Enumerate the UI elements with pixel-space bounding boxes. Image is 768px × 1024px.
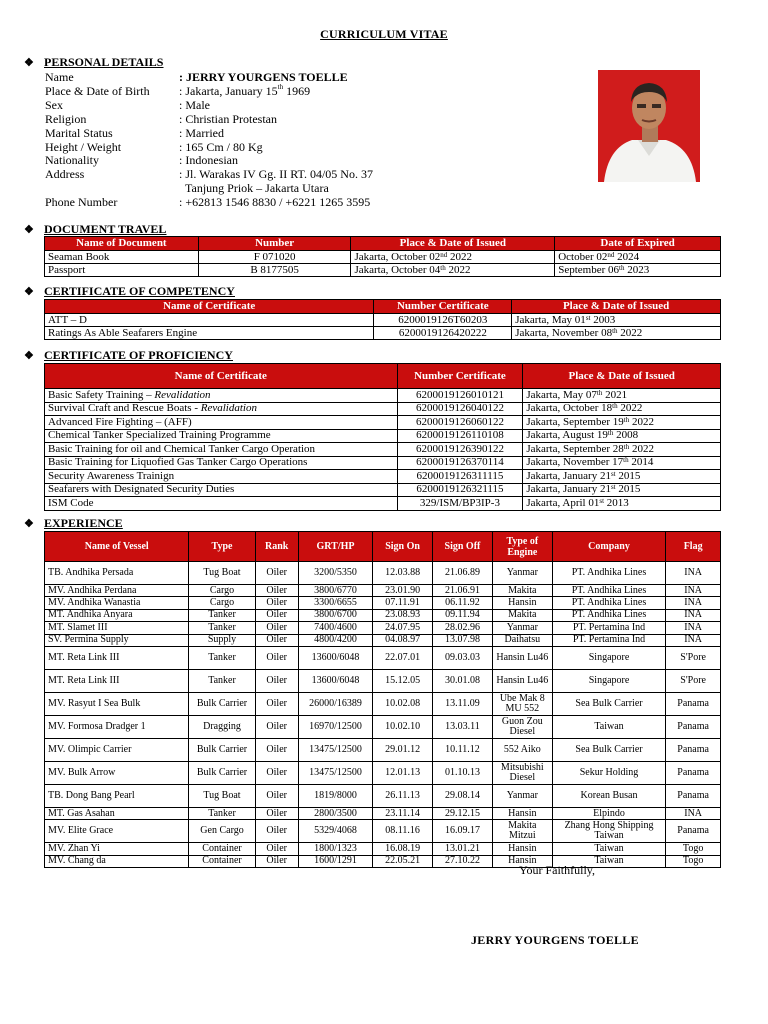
table-cell: 3300/6655 [298,597,372,609]
detail-value: : Jl. Warakas IV Gg. II RT. 04/05 No. 37 [179,167,373,182]
table-row [45,389,721,403]
table-cell: 13.03.11 [433,715,493,738]
table-cell: INA [666,597,721,609]
table-cell: MV. Olimpic Carrier [45,738,189,761]
table-cell: Yanmar [492,562,552,585]
table-cell: S'Pore [666,669,721,692]
table-cell: Ube Mak 8 MU 552 [492,692,552,715]
table-row [45,402,721,416]
table-cell: Togo [666,843,721,855]
table-cell: Taiwan [552,715,666,738]
table-row [45,807,721,819]
table-cell: Jakarta, January 21st 2015 [523,470,721,484]
table-cell: MV. Andhika Perdana [45,585,189,597]
table-cell: 13475/12500 [298,761,372,784]
table-cell: INA [666,609,721,621]
table-cell: 5329/4068 [298,820,372,843]
table-cell: Jakarta, August 19th 2008 [523,429,721,443]
table-cell: Oiler [255,609,298,621]
table-cell: Chemical Tanker Specialized Training Programme [45,429,398,443]
table-cell: 6200019126321115 [397,483,523,497]
detail-label: Place & Date of Birth [45,83,150,98]
detail-label: Name [45,70,74,84]
table-cell: 21.06.91 [433,585,493,597]
table-cell: Korean Busan [552,784,666,807]
section-competency [24,284,235,299]
table-cell: Makita [492,609,552,621]
table-cell: Cargo [189,597,255,609]
table-cell: Seafarers with Designated Security Duties [45,483,398,497]
table-row [45,585,721,597]
table-cell: MV. Rasyut I Sea Bulk [45,692,189,715]
table-cell: 27.10.22 [433,855,493,867]
table-cell: 16.08.19 [373,843,433,855]
table-row [45,715,721,738]
table-cell: 13.11.09 [433,692,493,715]
table-cell: Tanker [189,807,255,819]
table-cell: B 8177505 [198,264,351,277]
detail-value: : Indonesian [179,153,238,168]
table-cell: PT. Andhika Lines [552,597,666,609]
table-cell: Hansin Lu46 [492,646,552,669]
detail-label: Marital Status [45,125,113,140]
table-cell: MT. Andhika Anyara [45,609,189,621]
table-row [45,483,721,497]
column-header: Company [552,532,666,562]
table-cell: Taiwan [552,843,666,855]
table-cell: PT. Andhika Lines [552,585,666,597]
table-cell: 552 Aiko [492,738,552,761]
table-row [45,470,721,484]
table-cell: Oiler [255,585,298,597]
table-cell: F 071020 [198,251,351,264]
table-cell: Ratings As Able Seafarers Engine [45,327,374,340]
table-row [45,443,721,457]
detail-value: : Christian Protestan [179,111,277,126]
table-cell: Seaman Book [45,251,199,264]
table-cell: Oiler [255,597,298,609]
table-cell: INA [666,622,721,634]
detail-value: Tanjung Priok – Jakarta Utara [179,181,329,196]
table-cell: Tug Boat [189,562,255,585]
diamond-bullet-icon: ❖ [24,57,34,69]
table-cell: 09.03.03 [433,646,493,669]
table-cell: Hansin [492,597,552,609]
section-experience [24,516,123,531]
table-cell: Jakarta, May 07th 2021 [523,389,721,403]
table-cell: Oiler [255,855,298,867]
table-cell: Oiler [255,715,298,738]
table-row [45,456,721,470]
table-cell: 13600/6048 [298,646,372,669]
table-cell: 6200019126010121 [397,389,523,403]
table-cell: Jakarta, October 04th 2022 [351,264,555,277]
column-header: Name of Document [45,237,199,251]
column-header: Sign Off [433,532,493,562]
profile-photo [598,70,700,182]
table-cell: Panama [666,715,721,738]
table-cell: 29.01.12 [373,738,433,761]
table-cell: 13600/6048 [298,669,372,692]
table-cell: 08.11.16 [373,820,433,843]
detail-label: Address [45,167,85,182]
table-cell: 6200019126040122 [397,402,523,416]
table-cell: Basic Training for oil and Chemical Tanker Cargo Operation [45,443,398,457]
column-header: Name of Certificate [45,300,374,314]
table-cell: INA [666,634,721,646]
table-cell: PT. Pertamina Ind [552,634,666,646]
table-cell: Cargo [189,585,255,597]
table-row [45,327,721,340]
column-header: Number Certificate [374,300,512,314]
section-heading: EXPERIENCE [44,516,123,530]
table-cell: MT. Reta Link III [45,669,189,692]
closing-text: Your Faithfully, [519,863,596,877]
table-cell: 6200019126420222 [374,327,512,340]
table-cell: 3800/6700 [298,609,372,621]
table-cell: MV. Zhan Yi [45,843,189,855]
table-cell: 6200019126110108 [397,429,523,443]
table-cell: Taiwan [552,855,666,867]
table-cell: Hansin Lu46 [492,669,552,692]
table-cell: 12.01.13 [373,761,433,784]
detail-value: : Jakarta, January 15th 1969 [179,82,311,98]
table-cell: MV. Andhika Wanastia [45,597,189,609]
table-cell: 6200019126390122 [397,443,523,457]
table-cell: Oiler [255,669,298,692]
column-header: Date of Expired [555,237,721,251]
person-photo-icon [598,70,700,182]
table-header-row [45,364,721,389]
detail-value: : JERRY YOURGENS TOELLE [179,70,348,84]
column-header: Type [189,532,255,562]
table-cell: Sekur Holding [552,761,666,784]
table-row [45,669,721,692]
table-cell: 3200/5350 [298,562,372,585]
column-header: Flag [666,532,721,562]
table-cell: Panama [666,738,721,761]
column-header: Number [198,237,351,251]
table-cell: Togo [666,855,721,867]
table-cell: MV. Chang da [45,855,189,867]
table-cell: 3800/6770 [298,585,372,597]
table-cell: 23.08.93 [373,609,433,621]
column-header: Name of Certificate [45,364,398,389]
table-cell: 06.11.92 [433,597,493,609]
table-cell: Bulk Carrier [189,761,255,784]
table-cell: INA [666,807,721,819]
detail-label: Nationality [45,153,99,168]
table-cell: 01.10.13 [433,761,493,784]
diamond-bullet-icon: ❖ [24,286,34,298]
table-cell: Daihatsu [492,634,552,646]
column-header: Type of Engine [492,532,552,562]
table-cell: Jakarta, September 19th 2022 [523,416,721,430]
table-cell: 6200019126370114 [397,456,523,470]
table-cell: Panama [666,692,721,715]
section-proficiency [24,348,233,363]
table-cell: 13.07.98 [433,634,493,646]
table-cell: Guon Zou Diesel [492,715,552,738]
table-cell: 22.05.21 [373,855,433,867]
table-cell: Jakarta, April 01st 2013 [523,497,721,511]
table-cell: Jakarta, January 21st 2015 [523,483,721,497]
table-header-row [45,300,721,314]
table-row [45,738,721,761]
table-cell: 24.07.95 [373,622,433,634]
table-cell: Supply [189,634,255,646]
competency-table [44,299,721,340]
table-cell: Passport [45,264,199,277]
table-cell: Jakarta, October 18th 2022 [523,402,721,416]
table-cell: Jakarta, October 02nd 2022 [351,251,555,264]
table-cell: Oiler [255,820,298,843]
table-row [45,646,721,669]
table-cell: 1819/8000 [298,784,372,807]
table-cell: Panama [666,784,721,807]
table-row [45,264,721,277]
section-heading: CERTIFICATE OF PROFICIENCY [44,348,233,362]
section-personal-details [24,55,163,70]
experience-table [44,531,721,868]
table-cell: September 06th 2023 [555,264,721,277]
table-cell: S'Pore [666,646,721,669]
table-cell: Makita Mitzui [492,820,552,843]
table-cell: 13.01.21 [433,843,493,855]
table-row [45,562,721,585]
table-row [45,609,721,621]
table-cell: Gen Cargo [189,820,255,843]
table-row [45,855,721,867]
table-cell: 28.02.96 [433,622,493,634]
table-cell: 6200019126311115 [397,470,523,484]
table-cell: Oiler [255,622,298,634]
table-cell: 16970/12500 [298,715,372,738]
table-cell: 21.06.89 [433,562,493,585]
column-header: Place & Date of Issued [523,364,721,389]
table-cell: Tanker [189,646,255,669]
table-cell: MV. Formosa Dradger 1 [45,715,189,738]
table-cell: October 02nd 2024 [555,251,721,264]
table-cell: 13475/12500 [298,738,372,761]
table-cell: 22.07.01 [373,646,433,669]
table-row [45,416,721,430]
table-cell: Oiler [255,634,298,646]
table-cell: Oiler [255,784,298,807]
diamond-bullet-icon: ❖ [24,350,34,362]
table-row [45,622,721,634]
table-cell: Oiler [255,692,298,715]
table-cell: 23.01.90 [373,585,433,597]
table-row [45,251,721,264]
table-cell: MT. Slamet III [45,622,189,634]
detail-value: : Male [179,97,210,112]
column-header: Name of Vessel [45,532,189,562]
table-cell: Panama [666,820,721,843]
table-cell: 04.08.97 [373,634,433,646]
table-cell: 2800/3500 [298,807,372,819]
table-cell: Yanmar [492,784,552,807]
table-cell: 1800/1323 [298,843,372,855]
table-cell: PT. Pertamina Ind [552,622,666,634]
table-cell: SV. Permina Supply [45,634,189,646]
table-cell: 10.02.10 [373,715,433,738]
table-cell: 15.12.05 [373,669,433,692]
detail-value: : Married [179,125,224,140]
table-cell: 4800/4200 [298,634,372,646]
table-cell: 10.11.12 [433,738,493,761]
table-cell: Oiler [255,646,298,669]
column-header: Sign On [373,532,433,562]
table-cell: Sea Bulk Carrier [552,738,666,761]
table-row [45,314,721,327]
table-cell: 26000/16389 [298,692,372,715]
diamond-bullet-icon: ❖ [24,518,34,530]
table-cell: Tug Boat [189,784,255,807]
table-cell: ISM Code [45,497,398,511]
table-row [45,597,721,609]
table-cell: 329/ISM/BP3IP-3 [397,497,523,511]
table-cell: INA [666,585,721,597]
table-header-row [45,237,721,251]
table-row [45,429,721,443]
table-cell: 30.01.08 [433,669,493,692]
detail-value: : +62813 1546 8830 / +6221 1265 3595 [179,195,371,210]
detail-label: Height / Weight [45,139,122,154]
table-cell: 7400/4600 [298,622,372,634]
table-cell: INA [666,562,721,585]
table-cell: Hansin [492,855,552,867]
table-cell: Dragging [189,715,255,738]
table-cell: Jakarta, May 01st 2003 [512,314,721,327]
column-header: Rank [255,532,298,562]
table-row [45,634,721,646]
section-heading: PERSONAL DETAILS [44,55,164,69]
column-header: Number Certificate [397,364,523,389]
table-cell: Oiler [255,843,298,855]
table-row [45,761,721,784]
table-cell: Oiler [255,807,298,819]
proficiency-table [44,363,721,511]
table-cell: Singapore [552,646,666,669]
table-cell: Tanker [189,609,255,621]
table-cell: Oiler [255,761,298,784]
column-header: Place & Date of Issued [512,300,721,314]
table-cell: Oiler [255,562,298,585]
table-cell: Basic Safety Training – Revalidation [45,389,398,403]
diamond-bullet-icon: ❖ [24,224,34,236]
section-document-travel [24,222,166,237]
table-cell: Tanker [189,622,255,634]
table-row [45,784,721,807]
table-cell: 26.11.13 [373,784,433,807]
table-cell: Tanker [189,669,255,692]
signer-name: JERRY YOURGENS TOELLE [471,933,639,947]
table-cell: Makita [492,585,552,597]
table-cell: 16.09.17 [433,820,493,843]
table-cell: Elpindo [552,807,666,819]
table-row [45,497,721,511]
table-cell: Jakarta, November 08th 2022 [512,327,721,340]
table-row [45,843,721,855]
table-cell: 10.02.08 [373,692,433,715]
table-cell: Hansin [492,807,552,819]
table-cell: Survival Craft and Rescue Boats - Revalidation [45,402,398,416]
table-cell: Sea Bulk Carrier [552,692,666,715]
table-cell: 12.03.88 [373,562,433,585]
table-cell: 23.11.14 [373,807,433,819]
table-cell: Oiler [255,738,298,761]
table-cell: TB. Andhika Persada [45,562,189,585]
table-cell: PT. Andhika Lines [552,562,666,585]
table-cell: Mitsubishi Diesel [492,761,552,784]
detail-value: : 165 Cm / 80 Kg [179,139,263,154]
column-header: Place & Date of Issued [351,237,555,251]
table-cell: Security Awareness Trainign [45,470,398,484]
table-cell: Advanced Fire Fighting – (AFF) [45,416,398,430]
table-cell: Jakarta, November 17th 2014 [523,456,721,470]
table-cell: 07.11.91 [373,597,433,609]
table-cell: MV. Bulk Arrow [45,761,189,784]
document-travel-table [44,236,721,277]
table-cell: 29.12.15 [433,807,493,819]
table-row [45,820,721,843]
table-cell: Jakarta, September 28th 2022 [523,443,721,457]
detail-label: Religion [45,111,87,126]
table-cell: 1600/1291 [298,855,372,867]
column-header: GRT/HP [298,532,372,562]
table-cell: Singapore [552,669,666,692]
section-heading: DOCUMENT TRAVEL [44,222,167,236]
table-cell: 6200019126060122 [397,416,523,430]
table-cell: MT. Gas Asahan [45,807,189,819]
table-cell: ATT – D [45,314,374,327]
table-cell: Basic Training for Liquofied Gas Tanker Cargo Operations [45,456,398,470]
document-title: CURRICULUM VITAE [320,27,448,41]
table-row [45,692,721,715]
detail-label: Phone Number [45,195,118,210]
table-cell: Hansin [492,843,552,855]
table-cell: Container [189,843,255,855]
table-cell: MT. Reta Link III [45,646,189,669]
table-cell: Container [189,855,255,867]
section-heading: CERTIFICATE OF COMPETENCY [44,284,235,298]
table-cell: PT. Andhika Lines [552,609,666,621]
table-header-row [45,532,721,562]
table-cell: Bulk Carrier [189,738,255,761]
table-cell: Panama [666,761,721,784]
table-cell: 09.11.94 [433,609,493,621]
table-cell: Bulk Carrier [189,692,255,715]
table-cell: 29.08.14 [433,784,493,807]
table-cell: Zhang Hong Shipping Taiwan [552,820,666,843]
table-cell: MV. Elite Grace [45,820,189,843]
table-cell: 6200019126T60203 [374,314,512,327]
table-cell: Yanmar [492,622,552,634]
table-cell: TB. Dong Bang Pearl [45,784,189,807]
detail-label: Sex [45,97,63,112]
